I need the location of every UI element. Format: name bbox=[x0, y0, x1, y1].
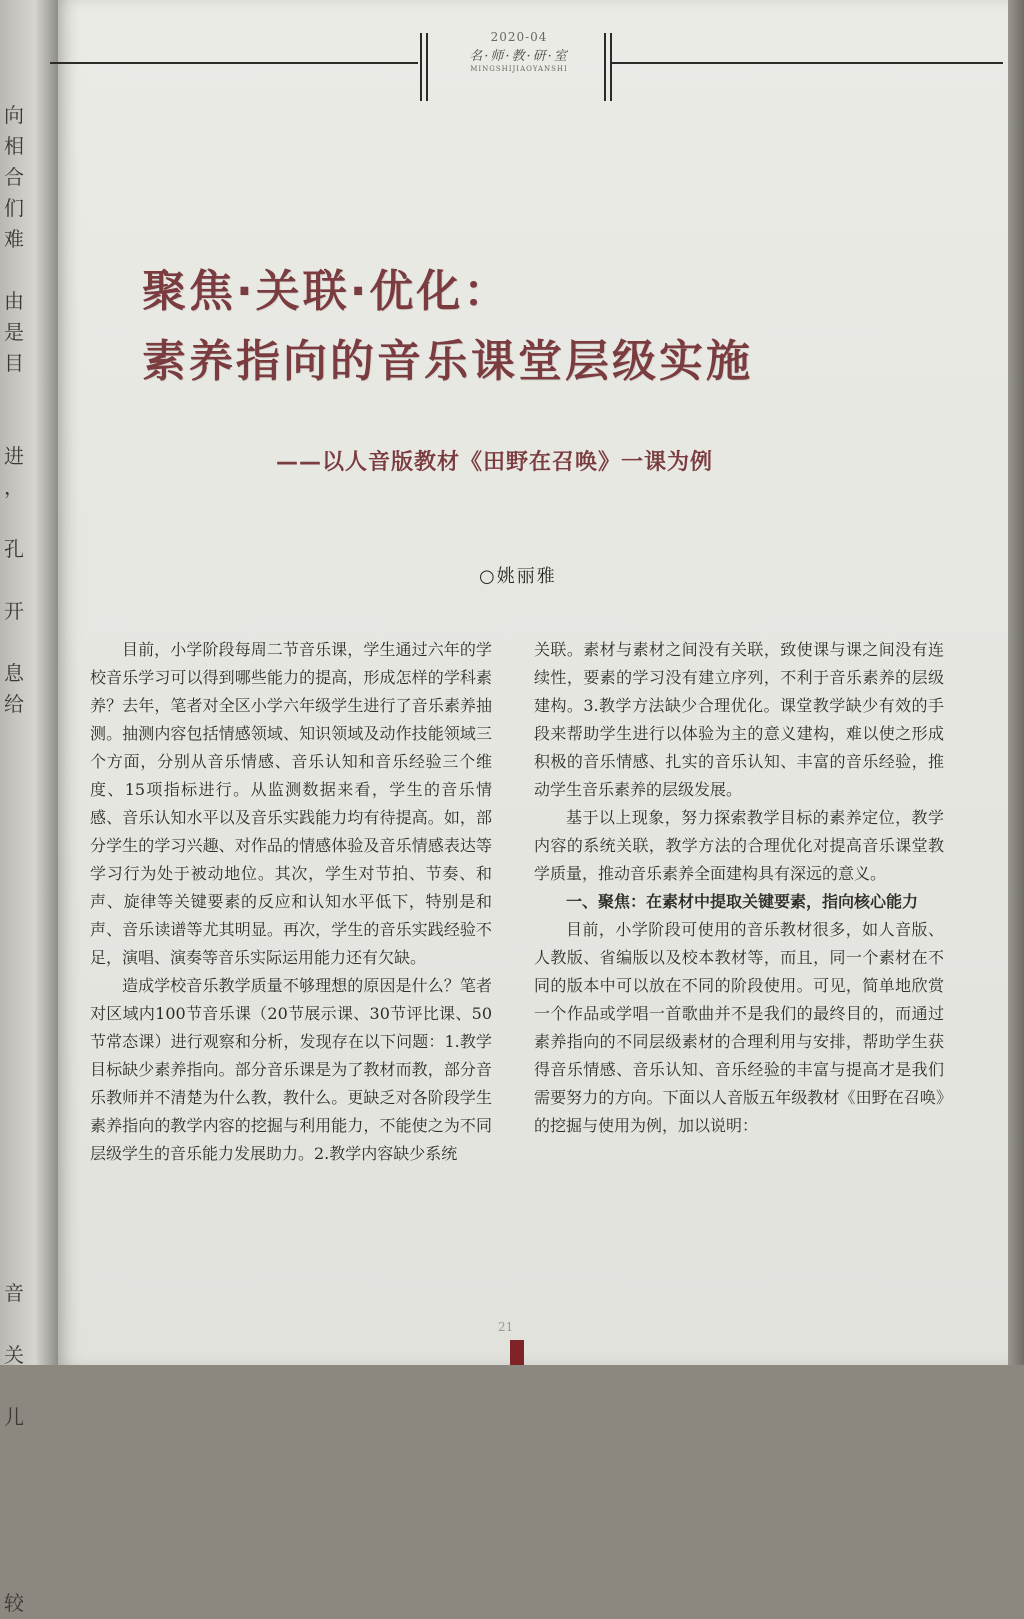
left-page-char: 进 bbox=[4, 444, 24, 468]
left-page-char: 向 bbox=[4, 103, 24, 127]
left-page-char: 关 bbox=[4, 1343, 24, 1367]
left-page-char: 是 bbox=[4, 320, 24, 344]
left-page-char bbox=[2, 1030, 26, 1061]
header-pinyin: MINGSHIJIAOYANSHI bbox=[470, 65, 568, 73]
left-page-text-strip bbox=[2, 100, 26, 1619]
document-page bbox=[58, 0, 1008, 1365]
left-page-char: 由 bbox=[4, 289, 24, 313]
left-page-edge bbox=[0, 0, 58, 1615]
left-page-char bbox=[2, 1526, 26, 1557]
left-page-char bbox=[2, 1247, 26, 1278]
header-bar bbox=[604, 33, 606, 101]
paragraph: 造成学校音乐教学质量不够理想的原因是什么？笔者对区域内100节音乐课（20节展示课、30节评比课、50节常态课）进行观察和分析，发现存在以下问题：1.教学目标缺少素养指向。部分音乐课是为了教材而教，部分音乐教师并不清楚为什么教，教什么。更缺乏对各阶段学生素养指向的教学内容的挖掘与利用能力，不能使之为不同层级学生的音乐能力发展助力。2.教学内容缺少系统 bbox=[90, 976, 492, 1163]
paragraph: 目前，小学阶段每周二节音乐课，学生通过六年的学校音乐学习可以得到哪些能力的提高，形成怎样的学科素养？去年，笔者对全区小学六年级学生进行了音乐素养抽测。抽测内容包括情感领域、知识领域及动作技能领域三个方面，分别从音乐情感、音乐认知和音乐经验三个维度、15项指标进行。从监测数据来看，学生的音乐情感、音乐认知水平以及音乐实践能力均有待提高。如，部分学生的学习兴趣、对作品的情感体验及音乐情感表达等学习行为处于被动地位。其次，学生对节拍、节奏、和声、旋律等关键要素的反应和认知水平低下，特别是和声、音乐读谱等尤其明显。再次，学生的音乐实践经验不足，演唱、演奏等音乐实际运用能力还有欠缺。 bbox=[90, 640, 492, 967]
paragraph: 目前，小学阶段可使用的音乐教材很多，如人音版、人教版、省编版以及校本教材等，而且，同一个素材在不同的版本中可以放在不同的阶段使用。可见，简单地欣赏一个作品或学唱一首歌曲并不是我们的最终目的，而通过素养指向的不同层级素材的合理利用与安排，帮助学生获得音乐情感、音乐认知、音乐经验的丰富与提高才是我们需要努力的方向。下面以人音版五年级教材《田野在召唤》的挖掘与使用为例，加以说明： bbox=[534, 920, 944, 1135]
header-date: 2020-04 bbox=[490, 30, 548, 44]
left-page-char bbox=[2, 1216, 26, 1247]
left-page-char bbox=[2, 875, 26, 906]
left-page-char bbox=[2, 1092, 26, 1123]
section-heading: 一、聚焦：在素材中提取关键要素，指向核心能力 bbox=[566, 892, 919, 911]
left-page-char: 目 bbox=[4, 351, 24, 375]
left-page-char bbox=[2, 1061, 26, 1092]
body-column-right bbox=[534, 636, 944, 1140]
header-bar bbox=[420, 33, 422, 101]
left-page-char bbox=[2, 751, 26, 782]
left-page-char bbox=[2, 720, 26, 751]
article-title-line-1: 聚焦·关联·优化： bbox=[142, 266, 511, 317]
page-edge-shadow bbox=[1008, 0, 1024, 1365]
left-page-char bbox=[2, 813, 26, 844]
left-page-char: 音 bbox=[4, 1281, 24, 1305]
left-page-char bbox=[2, 937, 26, 968]
left-page-char bbox=[2, 1309, 26, 1340]
left-page-char: 儿 bbox=[4, 1405, 24, 1429]
left-page-char bbox=[2, 1495, 26, 1526]
running-header bbox=[432, 30, 606, 73]
left-page-char bbox=[2, 1433, 26, 1464]
author-byline: ○姚丽雅 bbox=[479, 566, 557, 587]
body-column-left bbox=[90, 636, 492, 1168]
header-bar bbox=[610, 33, 612, 101]
left-page-char: 难 bbox=[4, 227, 24, 251]
left-page-char bbox=[2, 503, 26, 534]
left-page-char: 们 bbox=[4, 196, 24, 220]
header-rule-right bbox=[611, 62, 1003, 64]
left-page-char bbox=[2, 1154, 26, 1185]
left-page-char: 相 bbox=[4, 134, 24, 158]
left-page-char bbox=[2, 410, 26, 441]
left-page-char bbox=[2, 255, 26, 286]
page-number: 21 bbox=[498, 1320, 514, 1334]
left-page-char: ， bbox=[4, 475, 24, 499]
left-page-char bbox=[2, 565, 26, 596]
left-page-char bbox=[2, 627, 26, 658]
left-page-char bbox=[2, 968, 26, 999]
page-color-tab bbox=[510, 1340, 524, 1365]
left-page-char: 息 bbox=[4, 661, 24, 685]
paragraph: 基于以上现象，努力探索教学目标的素养定位，教学内容的系统关联，教学方法的合理优化对提高音乐课堂教学质量，推动音乐素养全面建构具有深远的意义。 bbox=[534, 808, 944, 883]
left-page-char bbox=[2, 906, 26, 937]
header-rule-left bbox=[50, 62, 418, 64]
header-bar bbox=[426, 33, 428, 101]
left-page-char: 开 bbox=[4, 599, 24, 623]
left-page-char: 合 bbox=[4, 165, 24, 189]
left-page-char bbox=[2, 1371, 26, 1402]
left-page-char bbox=[2, 379, 26, 410]
left-page-char: 较 bbox=[4, 1591, 24, 1615]
left-page-char bbox=[2, 1464, 26, 1495]
left-page-char bbox=[2, 1123, 26, 1154]
left-page-char bbox=[2, 1557, 26, 1588]
left-page-char: 给 bbox=[4, 692, 24, 716]
article-subtitle: ——以人音版教材《田野在召唤》一课为例 bbox=[276, 450, 714, 475]
header-column-name: 名·师·教·研·室 bbox=[469, 49, 569, 64]
article-title-line-2: 素养指向的音乐课堂层级实施 bbox=[142, 336, 753, 387]
left-page-char bbox=[2, 844, 26, 875]
left-page-char bbox=[2, 782, 26, 813]
paragraph: 关联。素材与素材之间没有关联，致使课与课之间没有连续性，要素的学习没有建立序列，不利于音乐素养的层级建构。3.教学方法缺少合理优化。课堂教学缺少有效的手段来帮助学生进行以体验为主的意义建构，难以使之形成积极的音乐情感、扎实的音乐认知、丰富的音乐经验，推动学生音乐素养的层级发展。 bbox=[534, 640, 944, 799]
left-page-char bbox=[2, 1185, 26, 1216]
left-page-char bbox=[2, 999, 26, 1030]
left-page-char: 孔 bbox=[4, 537, 24, 561]
